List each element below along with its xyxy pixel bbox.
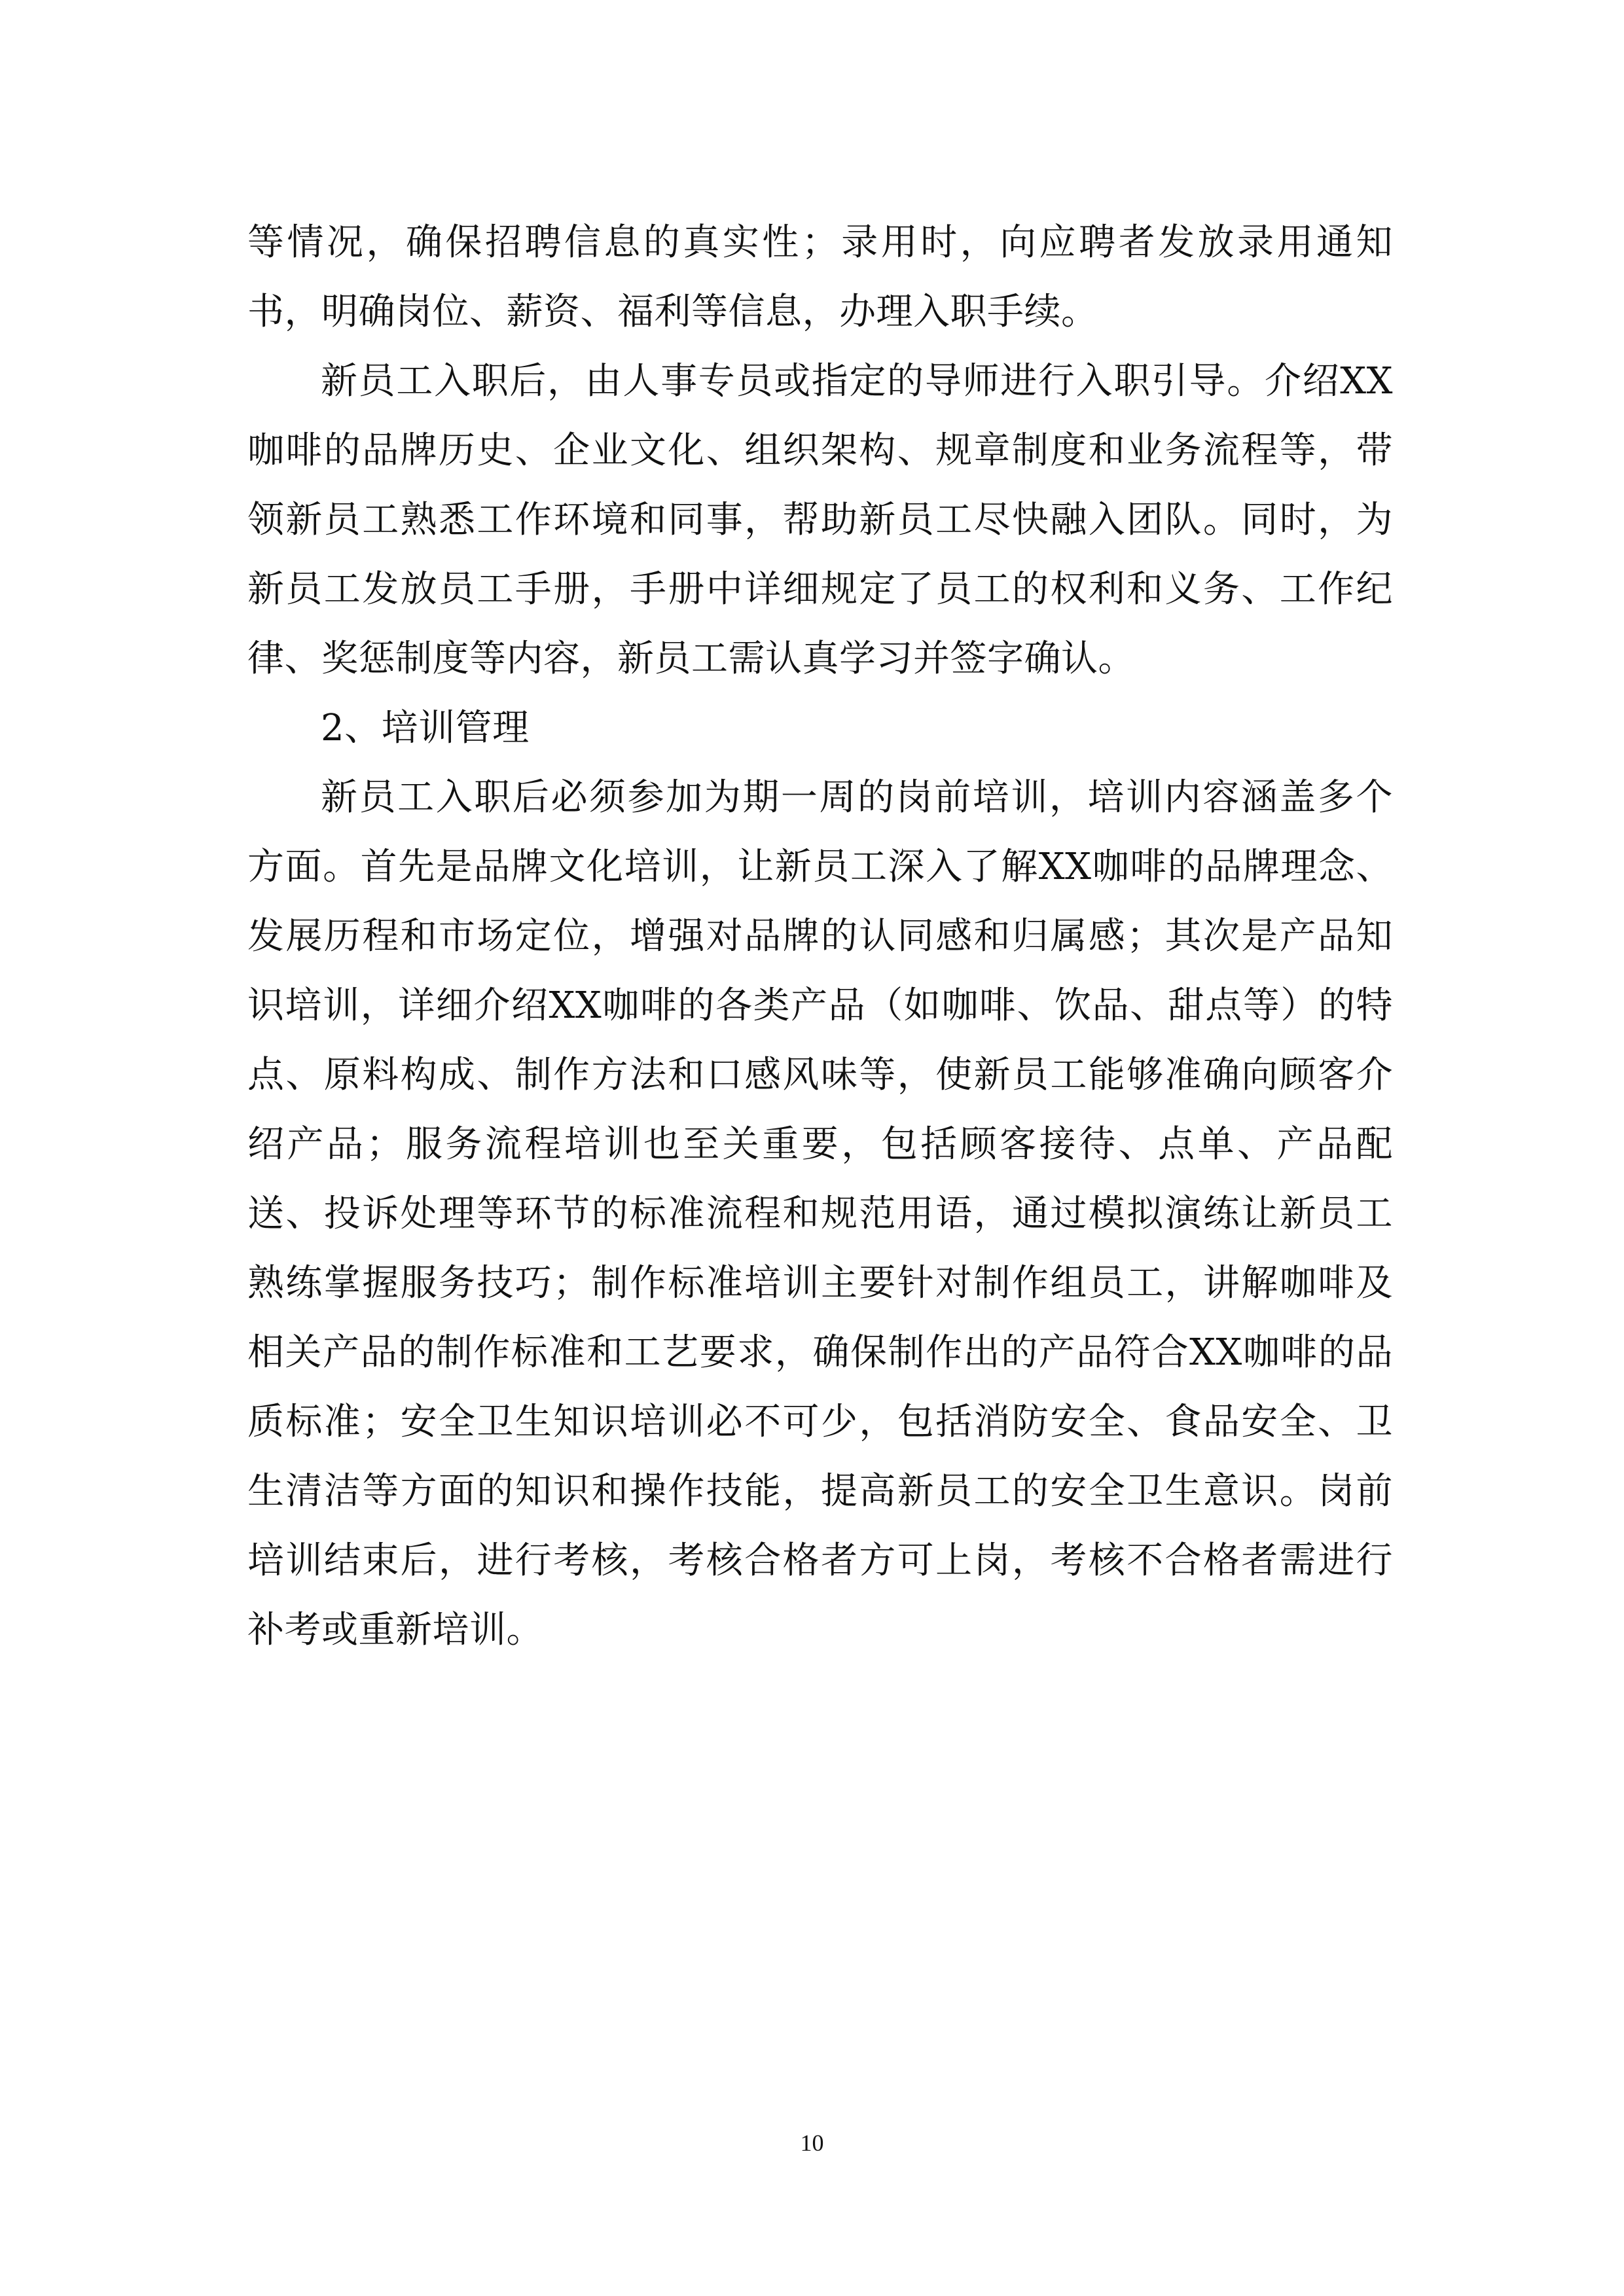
paragraph-recruitment-continuation: 等情况，确保招聘信息的真实性；录用时，向应聘者发放录用通知书，明确岗位、薪资、福利等信息，办理入职手续。 [247, 221, 1393, 333]
document-body [247, 208, 1393, 1665]
paragraph-training-details: 新员工入职后必须参加为期一周的岗前培训，培训内容涵盖多个方面。首先是品牌文化培训，让新员工深入了解XX咖啡的品牌理念、发展历程和市场定位，增强对品牌的认同感和归属感；其次是产品知识培训，详细介绍XX咖啡的各类产品（如咖啡、饮品、甜点等）的特点、原料构成、制作方法和口感风味等，使新员工能够准确向顾客介绍产品；服务流程培训也至关重要，包括顾客接待、点单、产品配送、投诉处理等环节的标准流程和规范用语，通过模拟演练让新员工熟练掌握服务技巧；制作标准培训主要针对制作组员工，讲解咖啡及相关产品的制作标准和工艺要求，确保制作出的产品符合XX咖啡的品质标准；安全卫生知识培训必不可少，包括消防安全、食品安全、卫生清洁等方面的知识和操作技能，提高新员工的安全卫生意识。岗前培训结束后，进行考核，考核合格者方可上岗，考核不合格者需进行补考或重新培训。 [247, 776, 1393, 1651]
page-number: 10 [800, 2130, 824, 2156]
paragraph-onboarding: 新员工入职后，由人事专员或指定的导师进行入职引导。介绍XX咖啡的品牌历史、企业文化、组织架构、规章制度和业务流程等，带领新员工熟悉工作环境和同事，帮助新员工尽快融入团队。同时，为新员工发放员工手册，手册中详细规定了员工的权利和义务、工作纪律、奖惩制度等内容，新员工需认真学习并签字确认。 [247, 360, 1393, 680]
section-heading-training: 2、培训管理 [321, 707, 530, 749]
